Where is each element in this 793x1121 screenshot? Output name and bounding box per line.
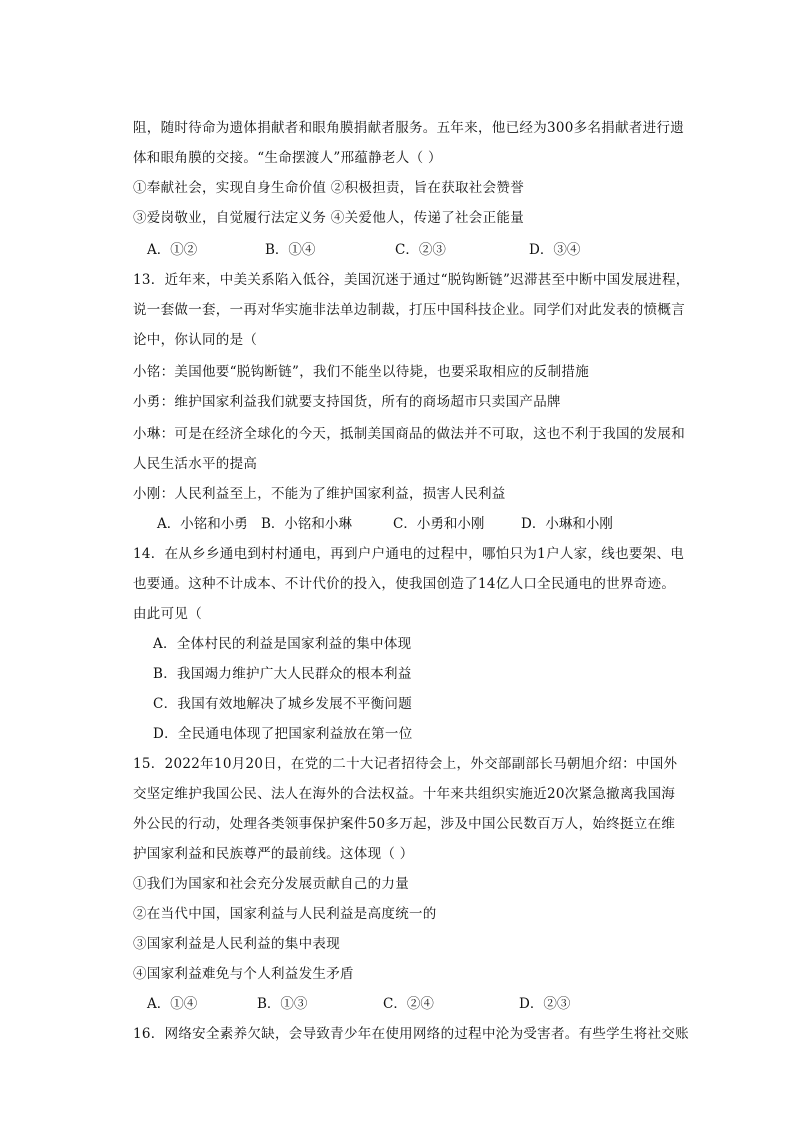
q12-option-c: C．②③ [395, 242, 446, 258]
q13-line-7: 人民生活水平的提高 [133, 456, 258, 472]
q12-line-4: ③爱岗敬业，自觉履行法定义务 ④关爱他人，传递了社会正能量 [133, 210, 524, 226]
q15-options [133, 994, 693, 1014]
q14-option-b: B．我国竭力维护广大人民群众的根本利益 [153, 666, 412, 682]
q15-line-3: 外公民的行动，处理各类领事保护案件50多万起，涉及中国公民数百万人，始终挺立在维 [133, 816, 676, 832]
q12-line-1: 阻，随时待命为遗体捐献者和眼角膜捐献者服务。五年来，他已经为300多名捐献者进行遗 [133, 120, 685, 136]
q15-line-1: 15．2022年10月20日，在党的二十大记者招待会上，外交部副部长马朝旭介绍：中国外 [133, 756, 678, 772]
q14-line-2: 也要通。这种不计成本、不计代价的投入，使我国创造了14亿人口全民通电的世界奇迹。 [133, 576, 676, 592]
q12-option-a: A．①② [147, 242, 198, 258]
q14-option-c: C．我国有效地解决了城乡发展不平衡问题 [153, 696, 413, 712]
q12-line-3: ①奉献社会，实现自身生命价值 ②积极担责，旨在获取社会赞誉 [133, 180, 524, 196]
q14-option-d: D．全民通电体现了把国家利益放在第一位 [153, 726, 413, 742]
q14-option-a: A．全体村民的利益是国家利益的集中体现 [153, 636, 412, 652]
q15-line-5: ①我们为国家和社会充分发展贡献自己的力量 [133, 876, 409, 892]
q12-options [133, 240, 693, 260]
q15-line-4: 护国家利益和民族尊严的最前线。这体现（ ） [133, 846, 414, 862]
q12-option-b: B．①④ [265, 242, 316, 258]
q14-line-3: 由此可见（ [133, 606, 202, 622]
q15-option-a: A．①④ [147, 996, 198, 1012]
q15-line-8: ④国家利益难免与个人利益发生矛盾 [133, 966, 354, 982]
q16-line-1: 16．网络安全素养欠缺，会导致青少年在使用网络的过程中沦为受害者。有些学生将社交账 [133, 1026, 689, 1042]
q13-line-4: 小铭：美国他要“脱钩断链”，我们不能坐以待毙，也要采取相应的反制措施 [133, 364, 590, 380]
q13-option-a: A．小铭和小勇 [157, 516, 248, 532]
q13-line-2: 说一套做一套，一再对华实施非法单边制裁，打压中国科技企业。同学们对此发表的愤概言 [133, 302, 685, 318]
q12-line-2: 体和眼角膜的交接。“生命摆渡人”邢蕴静老人（ ） [133, 150, 442, 166]
q15-line-2: 交坚定维护我国公民、法人在海外的合法权益。十年来共组织实施近20次紧急撤离我国海 [133, 786, 676, 802]
q13-line-1: 13．近年来，中美关系陷入低谷，美国沉迷于通过“脱钩断链”迟滞甚至中断中国发展进程， [133, 272, 690, 288]
q13-option-b: B．小铭和小琳 [261, 516, 352, 532]
q13-line-3: 论中，你认同的是（ [133, 332, 258, 348]
q15-option-d: D．②③ [519, 996, 571, 1012]
q13-line-5: 小勇：维护国家利益我们就要支持国货，所有的商场超市只卖国产品牌 [133, 394, 561, 410]
q15-option-c: C．②④ [383, 996, 434, 1012]
q15-option-b: B．①③ [257, 996, 308, 1012]
q13-options [133, 514, 693, 534]
q15-line-6: ②在当代中国，国家利益与人民利益是高度统一的 [133, 906, 437, 922]
q14-line-1: 14．在从乡乡通电到村村通电，再到户户通电的过程中，哪怕只为1户人家，线也要架、电 [133, 546, 685, 562]
q13-line-6: 小琳：可是在经济全球化的今天，抵制美国商品的做法并不可取，这也不利于我国的发展和 [133, 426, 685, 442]
q13-line-8: 小刚：人民利益至上，不能为了维护国家利益，损害人民利益 [133, 486, 506, 502]
q15-line-7: ③国家利益是人民利益的集中表现 [133, 936, 340, 952]
q13-option-c: C．小勇和小刚 [393, 516, 485, 532]
q13-option-d: D．小琳和小刚 [521, 516, 613, 532]
q12-option-d: D．③④ [529, 242, 581, 258]
